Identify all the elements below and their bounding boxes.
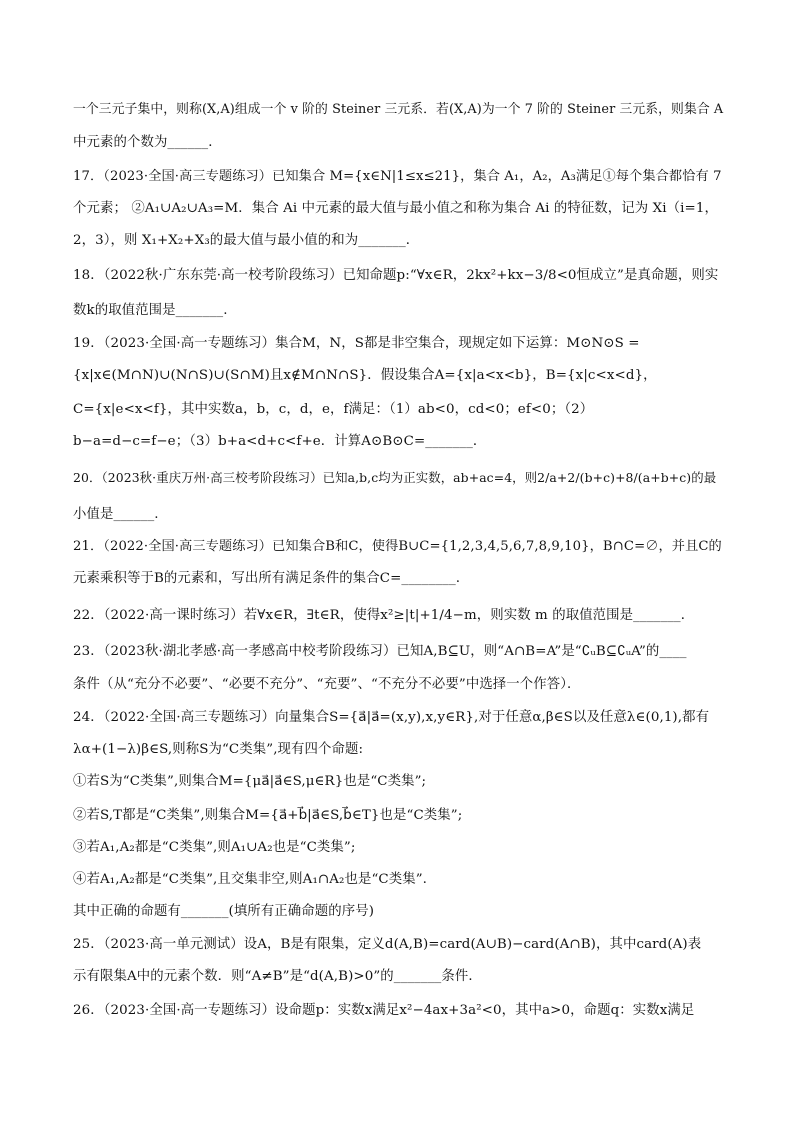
text-line: 示有限集A中的元素个数．则“A≠B”是“d(A,B)>0”的_______条件． [73, 969, 482, 984]
question-25-line: 25．（2023·高一单元测试）设A，B是有限集，定义d(A,B)=card(A∪B)−card(A∩B)，其中card(A)表 [73, 937, 702, 952]
text-line: 数k的取值范围是_______. [73, 303, 228, 318]
text-line: 其中正确的命题有_______(填所有正确命题的序号) [73, 904, 375, 919]
question-24-line: 24．（2022·全国·高三专题练习）向量集合S={a⃗|a⃗=(x,y),x,y∈R},对于任意α,β∈S以及任意λ∈(0,1),都有 [73, 710, 710, 725]
proposition-4: ④若A₁,A₂都是“C类集”,且交集非空,则A₁∩A₂也是“C类集”. [73, 872, 428, 887]
text-line: 条件（从“充分不必要”、“必要不充分”、“充要”、“不充分不必要”中选择一个作答）． [73, 677, 581, 692]
question-22-line: 22．（2022·高一课时练习）若∀x∈R，∃t∈R，使得x²≥|t|+1/4−m，则实数 m 的取值范围是_______． [73, 608, 695, 623]
text-line: 小值是______. [73, 507, 159, 522]
question-19-line: 19．（2023·全国·高一专题练习）集合M，N，S都是非空集合，现规定如下运算：M⊙N⊙S = [73, 336, 640, 351]
proposition-1: ①若S为“C类集”,则集合M={μa⃗|a⃗∈S,μ∈R}也是“C类集”; [73, 774, 427, 789]
question-21-line: 21．（2022·全国·高三专题练习）已知集合B和C，使得B∪C={1,2,3,4,5,6,7,8,9,10}，B∩C=∅，并且C的 [73, 539, 722, 554]
question-23-line: 23．（2023秋·湖北孝感·高一孝感高中校考阶段练习）已知A,B⊆U，则“A∩B=A”是“∁ᵤB⊆∁ᵤA”的____ [73, 644, 687, 659]
text-line: C={x|e<x<f}，其中实数a，b，c，d，e，f满足：（1）ab<0，cd<0；ef<0；（2） [73, 402, 594, 417]
question-17-line: 17．（2023·全国·高三专题练习）已知集合 M={x∈N|1≤x≤21}，集合 A₁，A₂，A₃满足①每个集合都恰有 7 [73, 169, 722, 184]
text-line: b−a=d−c=f−e；（3）b+a<d+c<f+e．计算A⊙B⊙C=_______． [73, 434, 487, 449]
text-line: 中元素的个数为______． [73, 135, 222, 150]
question-18-line: 18．（2022秋·广东东莞·高一校考阶段练习）已知命题p:“∀x∈R，2kx²+kx−3/8<0恒成立”是真命题，则实 [73, 268, 719, 283]
text-line: 元素乘积等于B的元素和，写出所有满足条件的集合C=________. [73, 571, 461, 586]
question-26-line: 26．（2023·全国·高一专题练习）设命题p：实数x满足x²−4ax+3a²<0，其中a>0，命题q：实数x满足 [73, 1003, 695, 1018]
text-line: 2，3），则 X₁+X₂+X₃的最大值与最小值的和为_______． [73, 233, 420, 248]
text-line: 个元素； ②A₁∪A₂∪A₃=M．集合 Ai 中元素的最大值与最小值之和称为集合 Ai 的特征数，记为 Xi（i=1， [73, 201, 718, 216]
proposition-3: ③若A₁,A₂都是“C类集”,则A₁∪A₂也是“C类集”; [73, 840, 356, 855]
text-line: λα+(1−λ)β∈S,则称S为“C类集”,现有四个命题: [73, 742, 364, 757]
question-20-line: 20．（2023秋·重庆万州·高三校考阶段练习）已知a,b,c均为正实数，ab+ac=4，则2/a+2/(b+c)+8/(a+b+c)的最 [73, 470, 717, 485]
text-line: {x|x∈(M∩N)∪(N∩S)∪(S∩M)且x∉M∩N∩S}．假设集合A={x|a<x<b}，B={x|c<x<d}， [73, 368, 657, 383]
proposition-2: ②若S,T都是“C类集”,则集合M={a⃗+b⃗|a⃗∈S,b⃗∈T}也是“C类集”; [73, 808, 463, 823]
text-line: 一个三元子集中，则称(X,A)组成一个 v 阶的 Steiner 三元系．若(X,A)为一个 7 阶的 Steiner 三元系，则集合 A [73, 102, 724, 117]
